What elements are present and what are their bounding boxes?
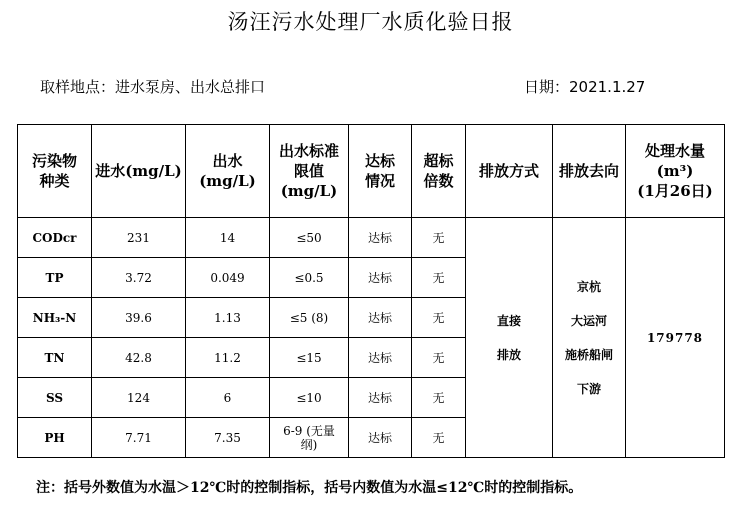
cell-exceed: 无 xyxy=(412,218,466,258)
cell-status: 达标 xyxy=(349,418,412,458)
cell-inflow: 3.72 xyxy=(92,258,186,298)
header-item: 污染物 种类 xyxy=(18,125,92,218)
cell-outflow: 7.35 xyxy=(186,418,270,458)
header-discharge-destination: 排放去向 xyxy=(553,125,626,218)
header-inflow: 进水(mg/L) xyxy=(92,125,186,218)
discharge-method: 直接 排放 xyxy=(466,218,553,458)
header-discharge-method: 排放方式 xyxy=(466,125,553,218)
cell-limit: ≤10 xyxy=(270,378,349,418)
cell-item: TP xyxy=(18,258,92,298)
cell-exceed: 无 xyxy=(412,378,466,418)
cell-outflow: 0.049 xyxy=(186,258,270,298)
cell-exceed: 无 xyxy=(412,338,466,378)
cell-exceed: 无 xyxy=(412,418,466,458)
cell-exceed: 无 xyxy=(412,298,466,338)
cell-inflow: 231 xyxy=(92,218,186,258)
footnote: 注：括号外数值为水温＞12℃时的控制指标，括号内数值为水温≤12℃时的控制指标。 xyxy=(36,480,583,496)
cell-outflow: 11.2 xyxy=(186,338,270,378)
cell-outflow: 1.13 xyxy=(186,298,270,338)
report-date: 日期：2021.1.27 xyxy=(524,78,646,96)
cell-item: SS xyxy=(18,378,92,418)
cell-item: NH₃-N xyxy=(18,298,92,338)
cell-item: CODcr xyxy=(18,218,92,258)
header-status: 达标 情况 xyxy=(349,125,412,218)
header-exceed: 超标 倍数 xyxy=(412,125,466,218)
cell-limit: ≤15 xyxy=(270,338,349,378)
cell-status: 达标 xyxy=(349,258,412,298)
cell-exceed: 无 xyxy=(412,258,466,298)
cell-limit: ≤5 (8) xyxy=(270,298,349,338)
cell-status: 达标 xyxy=(349,338,412,378)
cell-limit: 6-9 (无量 纲) xyxy=(270,418,349,458)
cell-item: PH xyxy=(18,418,92,458)
header-volume: 处理水量 (m³) (1月26日) xyxy=(626,125,725,218)
header-outflow: 出水 (mg/L) xyxy=(186,125,270,218)
header-limit: 出水标准 限值 (mg/L) xyxy=(270,125,349,218)
cell-status: 达标 xyxy=(349,378,412,418)
report-title: 汤汪污水处理厂水质化验日报 xyxy=(227,10,514,34)
cell-inflow: 124 xyxy=(92,378,186,418)
cell-inflow: 39.6 xyxy=(92,298,186,338)
cell-outflow: 14 xyxy=(186,218,270,258)
cell-status: 达标 xyxy=(349,218,412,258)
cell-outflow: 6 xyxy=(186,378,270,418)
table-row xyxy=(18,218,725,258)
treated-volume: 179778 xyxy=(626,218,725,458)
cell-inflow: 42.8 xyxy=(92,338,186,378)
sampling-location: 取样地点：进水泵房、出水总排口 xyxy=(40,78,266,96)
cell-status: 达标 xyxy=(349,298,412,338)
cell-limit: ≤0.5 xyxy=(270,258,349,298)
cell-inflow: 7.71 xyxy=(92,418,186,458)
cell-item: TN xyxy=(18,338,92,378)
header-row xyxy=(18,125,725,218)
discharge-destination: 京杭 大运河 施桥船闸 下游 xyxy=(553,218,626,458)
water-quality-table xyxy=(17,124,725,458)
cell-limit: ≤50 xyxy=(270,218,349,258)
